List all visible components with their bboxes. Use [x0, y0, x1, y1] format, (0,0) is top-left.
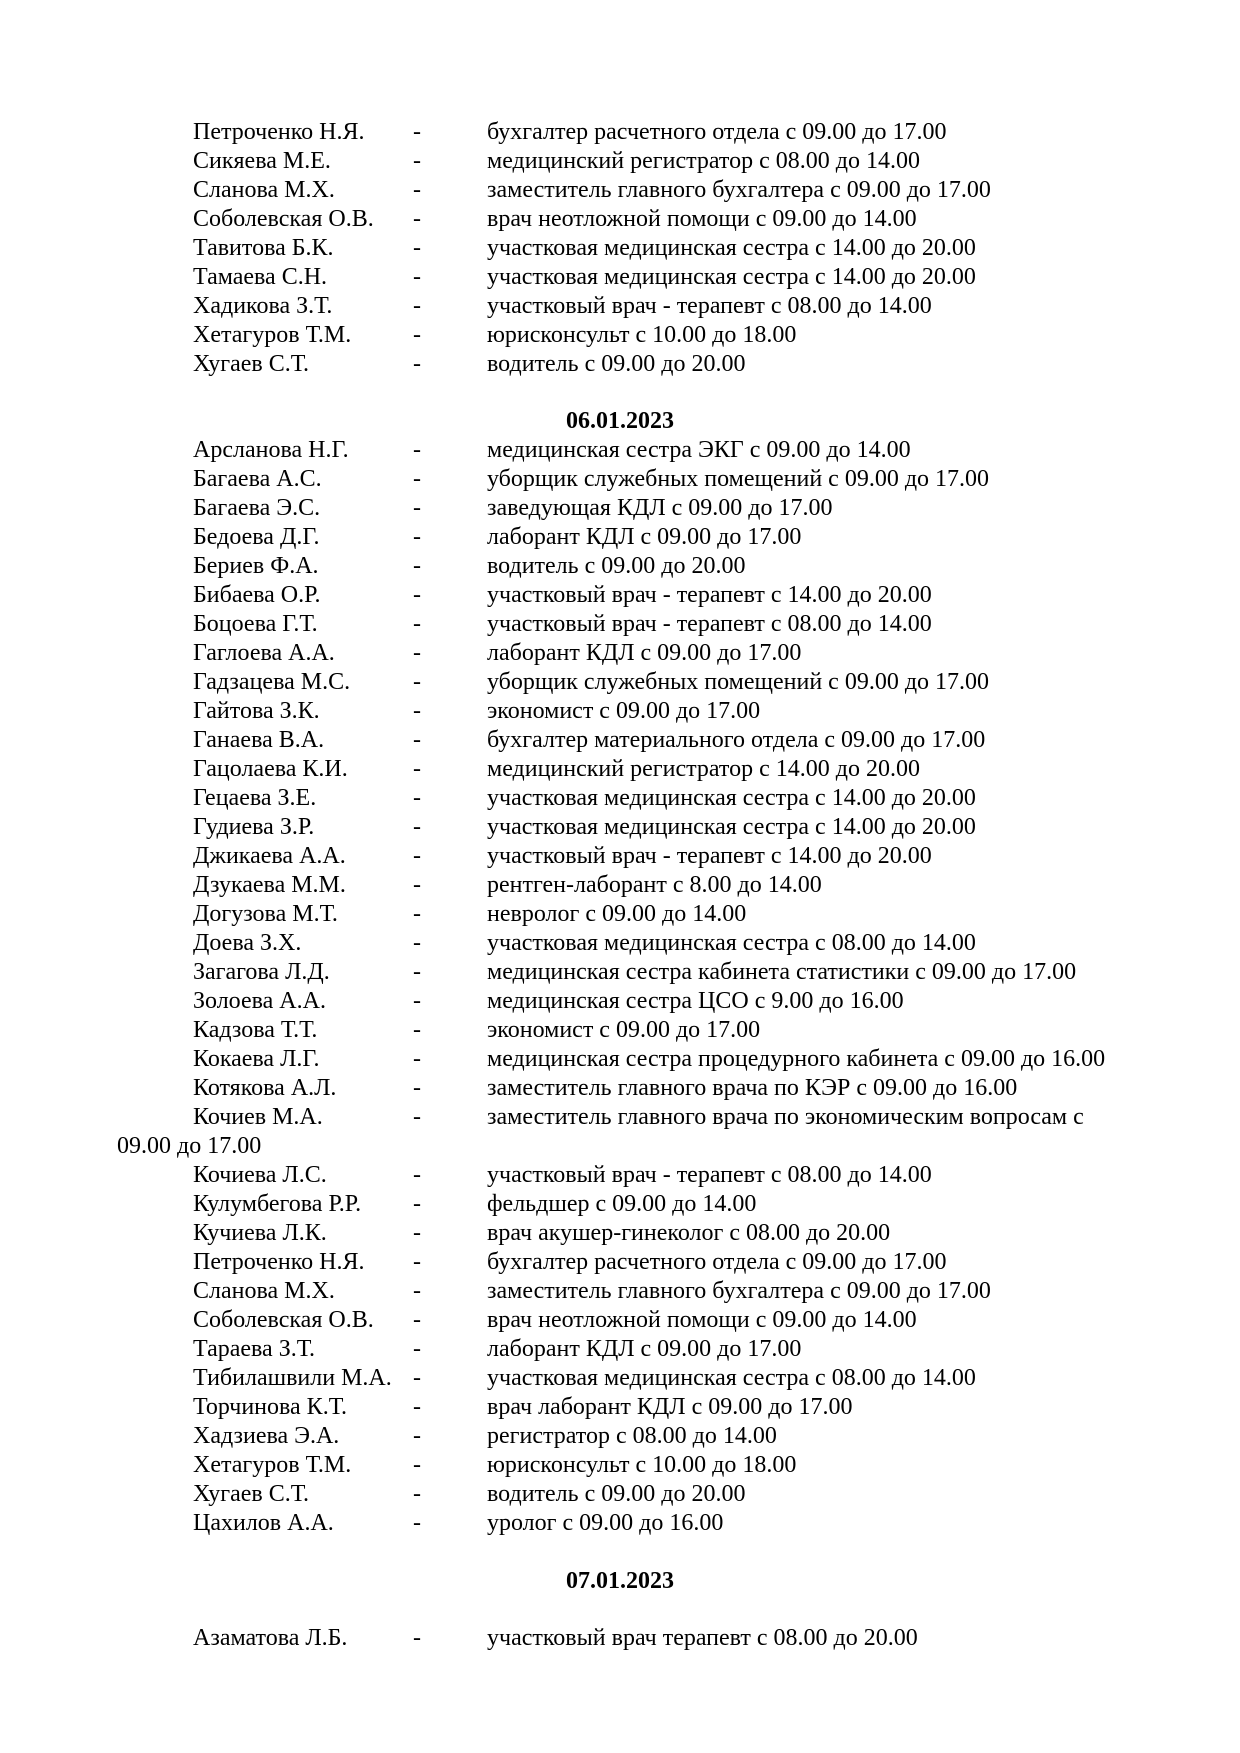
staff-position-hours: участковая медицинская сестра с 08.00 до 14.00	[487, 930, 976, 956]
staff-name: Гацолаева К.И.	[193, 756, 348, 782]
staff-row	[0, 755, 1240, 784]
separator-dash: -	[413, 1423, 421, 1449]
separator-dash: -	[413, 1510, 421, 1536]
staff-position-hours: участковый врач - терапевт с 08.00 до 14.00	[487, 293, 932, 319]
staff-row	[0, 1335, 1240, 1364]
staff-row	[0, 1248, 1240, 1277]
staff-row	[0, 813, 1240, 842]
staff-row	[0, 610, 1240, 639]
section-date-heading: 07.01.2023	[566, 1568, 674, 1594]
separator-dash: -	[413, 1394, 421, 1420]
staff-name: Кулумбегова Р.Р.	[193, 1191, 362, 1217]
staff-position-hours: участковый врач - терапевт с 14.00 до 20.00	[487, 582, 932, 608]
staff-name: Сланова М.Х.	[193, 1278, 335, 1304]
staff-position-hours: врач неотложной помощи с 09.00 до 14.00	[487, 1307, 917, 1333]
separator-dash: -	[413, 756, 421, 782]
separator-dash: -	[413, 582, 421, 608]
staff-name: Сикяева М.Е.	[193, 148, 331, 174]
staff-name: Доева З.Х.	[193, 930, 302, 956]
staff-name: Хугаев С.Т.	[193, 351, 309, 377]
staff-row	[0, 1161, 1240, 1190]
staff-name: Сланова М.Х.	[193, 177, 335, 203]
staff-position-hours: заместитель главного врача по экономическим вопросам с	[487, 1104, 1084, 1130]
staff-name: Тибилашвили М.А.	[193, 1365, 392, 1391]
staff-position-hours: медицинская сестра ЦСО с 9.00 до 16.00	[487, 988, 904, 1014]
staff-row	[0, 871, 1240, 900]
staff-position-hours: уролог с 09.00 до 16.00	[487, 1510, 724, 1536]
separator-dash: -	[413, 1162, 421, 1188]
staff-position-hours: регистратор с 08.00 до 14.00	[487, 1423, 777, 1449]
staff-name: Джикаева А.А.	[193, 843, 346, 869]
separator-dash: -	[413, 1452, 421, 1478]
staff-position-hours: заместитель главного бухгалтера с 09.00 до 17.00	[487, 177, 991, 203]
staff-position-hours: медицинский регистратор с 08.00 до 14.00	[487, 148, 920, 174]
separator-dash: -	[413, 1481, 421, 1507]
separator-dash: -	[413, 669, 421, 695]
staff-name: Бедоева Д.Г.	[193, 524, 320, 550]
staff-name: Ганаева В.А.	[193, 727, 325, 753]
staff-position-hours: заведующая КДЛ с 09.00 до 17.00	[487, 495, 833, 521]
staff-position-hours: участковый врач - терапевт с 08.00 до 14.00	[487, 1162, 932, 1188]
section-date-heading: 06.01.2023	[566, 408, 674, 434]
separator-dash: -	[413, 727, 421, 753]
separator-dash: -	[413, 930, 421, 956]
staff-name: Хетагуров Т.М.	[193, 322, 352, 348]
staff-row	[0, 1190, 1240, 1219]
staff-name: Догузова М.Т.	[193, 901, 338, 927]
staff-name: Азаматова Л.Б.	[193, 1625, 348, 1651]
staff-position-hours: лаборант КДЛ с 09.00 до 17.00	[487, 1336, 802, 1362]
staff-name: Багаева А.С.	[193, 466, 322, 492]
staff-row	[0, 1016, 1240, 1045]
staff-name: Багаева Э.С.	[193, 495, 321, 521]
staff-row	[0, 234, 1240, 263]
staff-row	[0, 1624, 1240, 1653]
staff-position-hours: бухгалтер материального отдела с 09.00 до 17.00	[487, 727, 986, 753]
staff-row	[0, 176, 1240, 205]
staff-position-hours: экономист с 09.00 до 17.00	[487, 1017, 761, 1043]
separator-dash: -	[413, 1365, 421, 1391]
staff-position-hours: экономист с 09.00 до 17.00	[487, 698, 761, 724]
separator-dash: -	[413, 1046, 421, 1072]
separator-dash: -	[413, 959, 421, 985]
separator-dash: -	[413, 495, 421, 521]
staff-row	[0, 726, 1240, 755]
separator-dash: -	[413, 322, 421, 348]
staff-position-hours: заместитель главного бухгалтера с 09.00 до 17.00	[487, 1278, 991, 1304]
staff-name: Гадзацева М.С.	[193, 669, 351, 695]
staff-name: Тараева З.Т.	[193, 1336, 315, 1362]
staff-name: Дзукаева М.М.	[193, 872, 346, 898]
staff-row	[0, 1393, 1240, 1422]
staff-row	[0, 1364, 1240, 1393]
staff-row	[0, 1509, 1240, 1538]
separator-dash: -	[413, 1220, 421, 1246]
staff-name: Кокаева Л.Г.	[193, 1046, 320, 1072]
staff-row	[0, 697, 1240, 726]
staff-name: Загагова Л.Д.	[193, 959, 330, 985]
staff-position-hours: медицинская сестра процедурного кабинета с 09.00 до 16.00	[487, 1046, 1106, 1072]
staff-position-hours: участковый врач терапевт с 08.00 до 20.00	[487, 1625, 918, 1651]
staff-name: Торчинова К.Т.	[193, 1394, 347, 1420]
separator-dash: -	[413, 553, 421, 579]
staff-name: Бериев Ф.А.	[193, 553, 319, 579]
staff-row	[0, 581, 1240, 610]
staff-position-hours-continuation: 09.00 до 17.00	[117, 1133, 262, 1159]
staff-position-hours: бухгалтер расчетного отдела с 09.00 до 17.00	[487, 1249, 947, 1275]
staff-row	[0, 523, 1240, 552]
staff-row	[0, 987, 1240, 1016]
staff-position-hours: врач акушер-гинеколог с 08.00 до 20.00	[487, 1220, 891, 1246]
staff-row	[0, 205, 1240, 234]
staff-position-hours: участковая медицинская сестра с 08.00 до 14.00	[487, 1365, 976, 1391]
separator-dash: -	[413, 293, 421, 319]
separator-dash: -	[413, 1336, 421, 1362]
staff-name: Хадикова З.Т.	[193, 293, 333, 319]
separator-dash: -	[413, 264, 421, 290]
staff-position-hours: медицинская сестра ЭКГ с 09.00 до 14.00	[487, 437, 911, 463]
staff-name: Гудиева З.Р.	[193, 814, 315, 840]
staff-position-hours: фельдшер с 09.00 до 14.00	[487, 1191, 757, 1217]
staff-position-hours: уборщик служебных помещений с 09.00 до 17.00	[487, 466, 990, 492]
separator-dash: -	[413, 437, 421, 463]
staff-row	[0, 1277, 1240, 1306]
staff-position-hours: водитель с 09.00 до 20.00	[487, 553, 746, 579]
staff-row	[0, 147, 1240, 176]
staff-position-hours: врач лаборант КДЛ с 09.00 до 17.00	[487, 1394, 853, 1420]
staff-position-hours: участковая медицинская сестра с 14.00 до 20.00	[487, 264, 976, 290]
staff-position-hours: невролог с 09.00 до 14.00	[487, 901, 747, 927]
staff-row	[0, 639, 1240, 668]
separator-dash: -	[413, 1104, 421, 1130]
staff-name: Тавитова Б.К.	[193, 235, 334, 261]
staff-row	[0, 900, 1240, 929]
staff-row	[0, 958, 1240, 987]
staff-row	[0, 784, 1240, 813]
staff-name: Арсланова Н.Г.	[193, 437, 349, 463]
staff-name: Петроченко Н.Я.	[193, 119, 365, 145]
staff-position-hours: юрисконсульт с 10.00 до 18.00	[487, 1452, 797, 1478]
separator-dash: -	[413, 814, 421, 840]
staff-position-hours: медицинский регистратор с 14.00 до 20.00	[487, 756, 920, 782]
separator-dash: -	[413, 1278, 421, 1304]
separator-dash: -	[413, 1625, 421, 1651]
staff-row	[0, 1480, 1240, 1509]
staff-name: Гайтова З.К.	[193, 698, 320, 724]
staff-row	[0, 1219, 1240, 1248]
separator-dash: -	[413, 843, 421, 869]
staff-row	[0, 552, 1240, 581]
separator-dash: -	[413, 524, 421, 550]
staff-row	[0, 1074, 1240, 1103]
staff-position-hours: водитель с 09.00 до 20.00	[487, 351, 746, 377]
staff-name: Котякова А.Л.	[193, 1075, 337, 1101]
staff-position-hours: лаборант КДЛ с 09.00 до 17.00	[487, 640, 802, 666]
staff-name: Соболевская О.В.	[193, 1307, 374, 1333]
staff-row	[0, 1451, 1240, 1480]
staff-name: Тамаева С.Н.	[193, 264, 328, 290]
staff-name: Кучиева Л.К.	[193, 1220, 327, 1246]
staff-name: Гаглоева А.А.	[193, 640, 335, 666]
staff-position-hours: участковый врач - терапевт с 14.00 до 20.00	[487, 843, 932, 869]
separator-dash: -	[413, 611, 421, 637]
staff-position-hours: лаборант КДЛ с 09.00 до 17.00	[487, 524, 802, 550]
staff-position-hours: участковая медицинская сестра с 14.00 до 20.00	[487, 814, 976, 840]
separator-dash: -	[413, 119, 421, 145]
separator-dash: -	[413, 872, 421, 898]
staff-row	[0, 1422, 1240, 1451]
staff-name: Бибаева О.Р.	[193, 582, 321, 608]
separator-dash: -	[413, 1191, 421, 1217]
separator-dash: -	[413, 988, 421, 1014]
staff-position-hours: врач неотложной помощи с 09.00 до 14.00	[487, 206, 917, 232]
separator-dash: -	[413, 1017, 421, 1043]
staff-position-hours: юрисконсульт с 10.00 до 18.00	[487, 322, 797, 348]
staff-row	[0, 321, 1240, 350]
staff-position-hours: бухгалтер расчетного отдела с 09.00 до 17.00	[487, 119, 947, 145]
staff-name: Цахилов А.А.	[193, 1510, 334, 1536]
staff-position-hours: заместитель главного врача по КЭР с 09.00 до 16.00	[487, 1075, 1018, 1101]
staff-row	[0, 929, 1240, 958]
staff-name: Петроченко Н.Я.	[193, 1249, 365, 1275]
staff-row	[0, 668, 1240, 697]
separator-dash: -	[413, 235, 421, 261]
staff-row	[0, 263, 1240, 292]
staff-name: Кочиева Л.С.	[193, 1162, 327, 1188]
staff-row	[0, 1045, 1240, 1074]
separator-dash: -	[413, 206, 421, 232]
staff-name: Хадзиева Э.А.	[193, 1423, 340, 1449]
separator-dash: -	[413, 785, 421, 811]
staff-position-hours: участковый врач - терапевт с 08.00 до 14.00	[487, 611, 932, 637]
staff-row	[0, 118, 1240, 147]
separator-dash: -	[413, 698, 421, 724]
separator-dash: -	[413, 466, 421, 492]
staff-name: Боцоева Г.Т.	[193, 611, 318, 637]
staff-position-hours: рентген-лаборант с 8.00 до 14.00	[487, 872, 822, 898]
staff-row-continuation	[0, 1132, 1240, 1161]
separator-dash: -	[413, 177, 421, 203]
staff-name: Кочиев М.А.	[193, 1104, 323, 1130]
staff-row	[0, 1306, 1240, 1335]
staff-position-hours: участковая медицинская сестра с 14.00 до 20.00	[487, 785, 976, 811]
staff-position-hours: водитель с 09.00 до 20.00	[487, 1481, 746, 1507]
staff-name: Хетагуров Т.М.	[193, 1452, 352, 1478]
staff-row	[0, 842, 1240, 871]
separator-dash: -	[413, 1307, 421, 1333]
staff-name: Золоева А.А.	[193, 988, 326, 1014]
staff-position-hours: медицинская сестра кабинета статистики с 09.00 до 17.00	[487, 959, 1077, 985]
staff-row	[0, 436, 1240, 465]
staff-row	[0, 292, 1240, 321]
staff-row	[0, 350, 1240, 379]
staff-row	[0, 465, 1240, 494]
separator-dash: -	[413, 1249, 421, 1275]
separator-dash: -	[413, 351, 421, 377]
staff-position-hours: участковая медицинская сестра с 14.00 до 20.00	[487, 235, 976, 261]
staff-name: Гецаева З.Е.	[193, 785, 317, 811]
staff-position-hours: уборщик служебных помещений с 09.00 до 17.00	[487, 669, 990, 695]
staff-row	[0, 494, 1240, 523]
staff-name: Хугаев С.Т.	[193, 1481, 309, 1507]
separator-dash: -	[413, 1075, 421, 1101]
separator-dash: -	[413, 901, 421, 927]
staff-name: Соболевская О.В.	[193, 206, 374, 232]
staff-row	[0, 1103, 1240, 1132]
separator-dash: -	[413, 148, 421, 174]
staff-name: Кадзова Т.Т.	[193, 1017, 318, 1043]
separator-dash: -	[413, 640, 421, 666]
